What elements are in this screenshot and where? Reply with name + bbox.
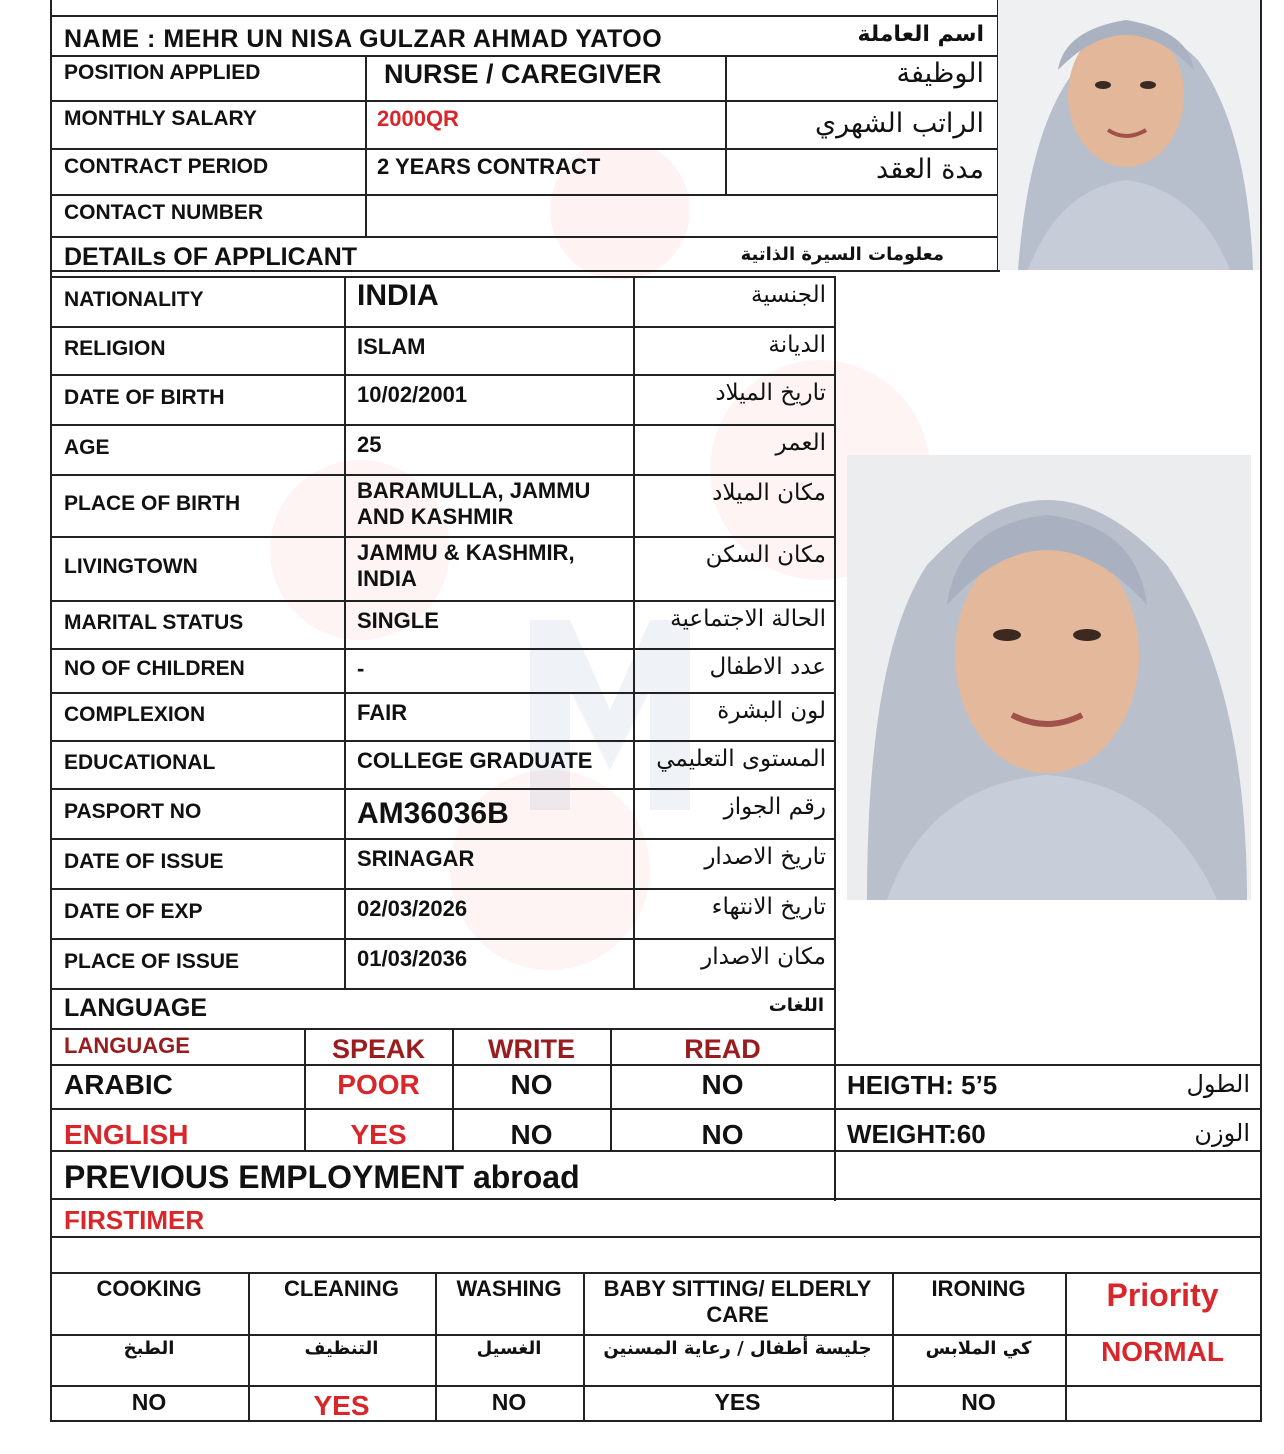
detail-label: DATE OF ISSUE: [64, 850, 224, 873]
grid-hline: [50, 194, 998, 196]
position-value: NURSE / CAREGIVER: [384, 59, 662, 89]
detail-ar: الحالة الاجتماعية: [670, 606, 826, 632]
contract-value: 2 YEARS CONTRACT: [377, 154, 601, 179]
detail-ar: مكان الميلاد: [712, 480, 826, 506]
grid-hline: [50, 692, 835, 694]
lang-header-speak: SPEAK: [331, 1034, 426, 1064]
employment-status: FIRSTIMER: [64, 1205, 205, 1235]
grid-hline: [50, 1272, 1260, 1274]
salary-ar: الراتب الشهري: [814, 108, 984, 139]
grid-vline: [1260, 0, 1262, 1422]
detail-value: 01/03/2036: [357, 946, 468, 971]
applicant-name: NAME : MEHR UN NISA GULZAR AHMAD YATOO: [64, 25, 663, 53]
skill-header: WASHING: [456, 1276, 562, 1301]
grid-hline: [50, 148, 998, 150]
grid-hline: [50, 648, 835, 650]
detail-ar: عدد الاطفال: [709, 654, 826, 680]
applicant-photo-small: [998, 0, 1260, 270]
height-ar: الطول: [1186, 1070, 1250, 1098]
priority-value: NORMAL: [1101, 1336, 1224, 1367]
detail-label: EDUCATIONAL: [64, 751, 216, 774]
weight-ar: الوزن: [1194, 1119, 1250, 1147]
priority-label: Priority: [1106, 1277, 1219, 1313]
detail-value: FAIR: [357, 700, 408, 725]
lang-arabic-speak: POOR: [337, 1069, 420, 1100]
grid-vline: [365, 55, 367, 238]
grid-hline: [50, 788, 835, 790]
detail-label: NATIONALITY: [64, 288, 204, 311]
applicant-name-ar: اسم العاملة: [857, 22, 984, 47]
grid-vline: [725, 55, 727, 195]
portrait-icon: [998, 0, 1260, 270]
detail-ar: الجنسية: [751, 282, 826, 308]
salary-label: MONTHLY SALARY: [64, 107, 257, 130]
portrait-icon-large: [847, 455, 1251, 900]
grid-vline: [834, 276, 836, 1201]
detail-ar: تاريخ الميلاد: [715, 380, 826, 406]
position-ar: الوظيفة: [896, 58, 984, 89]
skill-value: NO: [491, 1389, 527, 1415]
detail-value: INDIA: [357, 279, 439, 312]
grid-hline: [50, 888, 835, 890]
detail-value: 02/03/2026: [357, 896, 468, 921]
lang-row-english: ENGLISH: [64, 1119, 189, 1150]
contract-ar: مدة العقد: [876, 154, 984, 185]
detail-ar: رقم الجواز: [723, 794, 826, 820]
grid-vline: [50, 0, 52, 1422]
lang-header-read: READ: [684, 1034, 761, 1064]
grid-hline: [50, 1420, 1260, 1422]
position-label: POSITION APPLIED: [64, 61, 261, 84]
detail-ar: العمر: [775, 430, 826, 456]
lang-english-speak: YES: [350, 1119, 407, 1150]
detail-value: SRINAGAR: [357, 846, 475, 871]
contact-label: CONTACT NUMBER: [64, 201, 264, 224]
grid-hline: [50, 100, 998, 102]
detail-label: NO OF CHILDREN: [64, 657, 245, 680]
detail-ar: مكان السكن: [705, 542, 826, 568]
detail-value: 10/02/2001: [357, 382, 468, 407]
detail-label: PASPORT NO: [64, 800, 202, 823]
lang-row-arabic: ARABIC: [64, 1069, 173, 1100]
grid-hline: [50, 1108, 1260, 1110]
detail-value: JAMMU & KASHMIR, INDIA: [357, 540, 575, 592]
detail-label: DATE OF BIRTH: [64, 386, 225, 409]
grid-hline: [50, 600, 835, 602]
detail-label: MARITAL STATUS: [64, 611, 244, 634]
height-label: HEIGTH: 5’5: [847, 1070, 998, 1100]
grid-vline: [633, 276, 635, 988]
grid-hline: [50, 276, 835, 278]
employment-title: PREVIOUS EMPLOYMENT abroad: [64, 1159, 580, 1195]
skill-header-ar: كي الملابس: [925, 1338, 1032, 1359]
detail-label: COMPLEXION: [64, 703, 206, 726]
skill-header-ar: التنظيف: [304, 1338, 379, 1359]
lang-header-write: WRITE: [488, 1034, 575, 1064]
grid-vline: [344, 276, 346, 988]
applicant-photo-large: [847, 455, 1251, 900]
grid-hline: [50, 740, 835, 742]
grid-hline: [50, 15, 998, 17]
grid-hline: [50, 838, 835, 840]
grid-hline: [50, 474, 835, 476]
detail-ar: الديانة: [768, 332, 826, 358]
detail-value: ISLAM: [357, 334, 426, 359]
language-title: LANGUAGE: [64, 994, 208, 1022]
language-title-ar: اللغات: [768, 995, 824, 1016]
grid-hline: [50, 55, 998, 57]
lang-header-language: LANGUAGE: [64, 1033, 190, 1058]
skill-value: YES: [714, 1389, 761, 1415]
skill-header-ar: الغسيل: [476, 1338, 542, 1359]
skill-value: NO: [131, 1389, 167, 1415]
salary-value: 2000QR: [377, 106, 459, 131]
detail-label: DATE OF EXP: [64, 900, 203, 923]
grid-hline: [50, 938, 835, 940]
detail-label: RELIGION: [64, 337, 166, 360]
lang-arabic-read: NO: [701, 1069, 744, 1100]
detail-value: -: [357, 656, 365, 681]
detail-value: BARAMULLA, JAMMU AND KASHMIR: [357, 478, 591, 530]
weight-label: WEIGHT:60: [847, 1119, 986, 1149]
grid-hline: [50, 988, 835, 990]
grid-hline: [50, 1028, 835, 1030]
lang-english-read: NO: [701, 1119, 744, 1150]
detail-value: 25: [357, 432, 382, 457]
skill-header: IRONING: [931, 1276, 1026, 1301]
detail-ar: تاريخ الانتهاء: [711, 894, 826, 920]
grid-hline: [50, 1198, 1260, 1200]
grid-hline: [50, 1236, 1260, 1238]
grid-hline: [50, 374, 835, 376]
skill-value: NO: [961, 1389, 996, 1415]
lang-english-write: NO: [510, 1119, 553, 1150]
detail-label: AGE: [64, 436, 110, 459]
grid-hline: [50, 424, 835, 426]
detail-value: AM36036B: [357, 797, 509, 830]
detail-value: SINGLE: [357, 608, 439, 633]
grid-hline: [50, 236, 998, 238]
contract-label: CONTRACT PERIOD: [64, 155, 269, 178]
detail-label: PLACE OF BIRTH: [64, 492, 241, 515]
skill-header: BABY SITTING/ ELDERLY CARE: [603, 1276, 872, 1328]
grid-hline: [50, 326, 835, 328]
skill-header-ar: الطبخ: [123, 1338, 175, 1359]
detail-ar: لون البشرة: [717, 698, 826, 724]
detail-value: COLLEGE GRADUATE: [357, 748, 593, 773]
detail-ar: تاريخ الاصدار: [704, 844, 826, 870]
detail-ar: مكان الاصدار: [701, 944, 826, 970]
skill-header: CLEANING: [284, 1276, 399, 1301]
skill-header: COOKING: [96, 1276, 202, 1301]
grid-hline: [50, 1385, 1260, 1387]
skill-header-ar: جليسة أطفال / رعاية المسنين: [603, 1338, 872, 1359]
details-title: DETAILs OF APPLICANT: [64, 243, 358, 271]
grid-hline: [50, 536, 835, 538]
skill-value: YES: [313, 1390, 370, 1421]
lang-arabic-write: NO: [510, 1069, 553, 1100]
details-title-ar: معلومات السيرة الذاتية: [740, 244, 944, 265]
detail-ar: المستوى التعليمي: [656, 746, 826, 772]
detail-label: LIVINGTOWN: [64, 555, 198, 578]
detail-label: PLACE OF ISSUE: [64, 950, 240, 973]
